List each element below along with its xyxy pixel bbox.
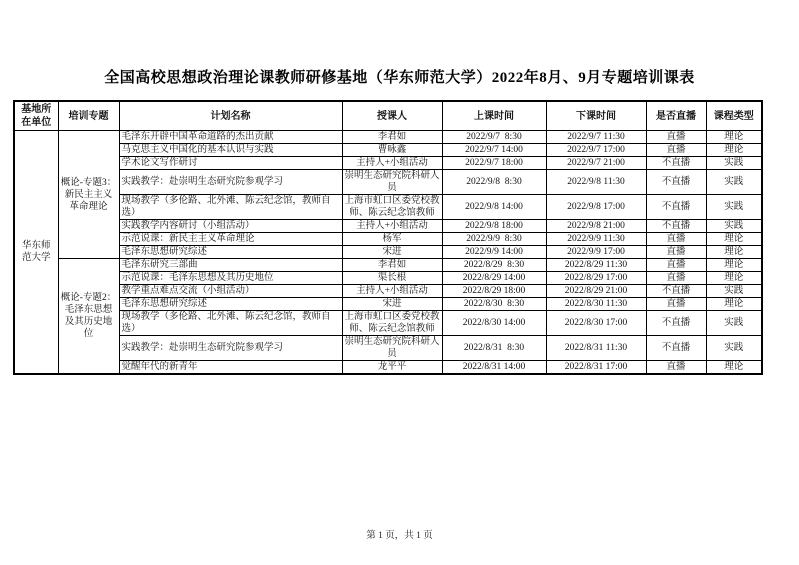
- instructor-cell: 崇明生态研究院科研人员: [342, 336, 442, 361]
- plan-cell: 觉醒年代的新青年: [119, 361, 342, 375]
- end-time-cell: 2022/9/8 11:30: [546, 170, 646, 195]
- end-time-cell: 2022/8/31 11:30: [546, 336, 646, 361]
- table-row: [14, 144, 762, 157]
- end-time-cell: 2022/8/29 21:00: [546, 285, 646, 298]
- type-cell: 理论: [706, 259, 762, 272]
- table-row: [14, 361, 762, 375]
- plan-cell: 实践教学：赴崇明生态研究院参观学习: [119, 170, 342, 195]
- table-row: [14, 220, 762, 233]
- end-time-cell: 2022/9/7 21:00: [546, 157, 646, 170]
- column-header-start-time: 上课时间: [442, 101, 546, 131]
- column-header-instructor: 授课人: [342, 101, 442, 131]
- type-cell: 理论: [706, 246, 762, 259]
- instructor-cell: 宋进: [342, 246, 442, 259]
- end-time-cell: 2022/9/8 17:00: [546, 195, 646, 220]
- end-time-cell: 2022/8/30 11:30: [546, 298, 646, 311]
- column-header-plan: 计划名称: [119, 101, 342, 131]
- type-cell: 理论: [706, 144, 762, 157]
- live-cell: 直播: [646, 131, 706, 144]
- end-time-cell: 2022/9/7 17:00: [546, 144, 646, 157]
- start-time-cell: 2022/8/29 8:30: [442, 259, 546, 272]
- instructor-cell: 上海市虹口区委党校教师、陈云纪念馆教师: [342, 195, 442, 220]
- start-time-cell: 2022/9/7 14:00: [442, 144, 546, 157]
- topic-cell: 概论-专题3：新民主主义革命理论: [58, 131, 119, 259]
- type-cell: 实践: [706, 157, 762, 170]
- instructor-cell: 龙平平: [342, 361, 442, 375]
- plan-cell: 毛泽东思想研究综述: [119, 298, 342, 311]
- live-cell: 直播: [646, 361, 706, 375]
- live-cell: 直播: [646, 233, 706, 246]
- schedule-table: [13, 100, 763, 375]
- type-cell: 理论: [706, 272, 762, 285]
- instructor-cell: 宋进: [342, 298, 442, 311]
- table-row: [14, 246, 762, 259]
- type-cell: 理论: [706, 131, 762, 144]
- table-row: [14, 195, 762, 220]
- end-time-cell: 2022/8/31 17:00: [546, 361, 646, 375]
- page-footer: 第 1 页，共 1 页: [366, 531, 433, 541]
- table-row: [14, 259, 762, 272]
- start-time-cell: 2022/9/7 18:00: [442, 157, 546, 170]
- page-title: 全国高校思想政治理论课教师研修基地（华东师范大学）2022年8月、9月专题培训课表: [104, 70, 695, 86]
- type-cell: 实践: [706, 220, 762, 233]
- instructor-cell: 曹咏鑫: [342, 144, 442, 157]
- column-header-end-time: 下课时间: [546, 101, 646, 131]
- plan-cell: 示范说课：毛泽东思想及其历史地位: [119, 272, 342, 285]
- table-row: [14, 170, 762, 195]
- table-row: [14, 336, 762, 361]
- table-row: [14, 272, 762, 285]
- column-header-live: 是否直播: [646, 101, 706, 131]
- live-cell: 不直播: [646, 157, 706, 170]
- type-cell: 理论: [706, 298, 762, 311]
- end-time-cell: 2022/9/9 17:00: [546, 246, 646, 259]
- live-cell: 直播: [646, 246, 706, 259]
- live-cell: 直播: [646, 144, 706, 157]
- plan-cell: 马克思主义中国化的基本认识与实践: [119, 144, 342, 157]
- plan-cell: 毛泽东研究三部曲: [119, 259, 342, 272]
- instructor-cell: 主持人+小组活动: [342, 285, 442, 298]
- table-row: [14, 131, 762, 144]
- live-cell: 不直播: [646, 220, 706, 233]
- instructor-cell: 崇明生态研究院科研人员: [342, 170, 442, 195]
- instructor-cell: 杨军: [342, 233, 442, 246]
- end-time-cell: 2022/8/29 17:00: [546, 272, 646, 285]
- instructor-cell: 上海市虹口区委党校教师、陈云纪念馆教师: [342, 311, 442, 336]
- start-time-cell: 2022/9/7 8:30: [442, 131, 546, 144]
- type-cell: 理论: [706, 233, 762, 246]
- plan-cell: 实践教学内容研讨（小组活动）: [119, 220, 342, 233]
- type-cell: 实践: [706, 336, 762, 361]
- table-row: [14, 298, 762, 311]
- end-time-cell: 2022/9/9 11:30: [546, 233, 646, 246]
- live-cell: 不直播: [646, 285, 706, 298]
- instructor-cell: 渠长根: [342, 272, 442, 285]
- type-cell: 实践: [706, 170, 762, 195]
- header-row: [14, 101, 762, 131]
- column-header-topic: 培训专题: [58, 101, 119, 131]
- start-time-cell: 2022/8/31 14:00: [442, 361, 546, 375]
- end-time-cell: 2022/8/30 17:00: [546, 311, 646, 336]
- column-header-course-type: 课程类型: [706, 101, 762, 131]
- instructor-cell: 李君如: [342, 259, 442, 272]
- base-unit-cell: 华东师范大学: [14, 131, 58, 375]
- plan-cell: 现场教学（多伦路、北外滩、陈云纪念馆，教师自选）: [119, 311, 342, 336]
- live-cell: 直播: [646, 259, 706, 272]
- end-time-cell: 2022/9/7 11:30: [546, 131, 646, 144]
- start-time-cell: 2022/8/30 14:00: [442, 311, 546, 336]
- type-cell: 实践: [706, 195, 762, 220]
- table-row: [14, 233, 762, 246]
- type-cell: 实践: [706, 285, 762, 298]
- instructor-cell: 主持人+小组活动: [342, 157, 442, 170]
- live-cell: 直播: [646, 272, 706, 285]
- plan-cell: 示范说课：新民主主义革命理论: [119, 233, 342, 246]
- end-time-cell: 2022/9/8 21:00: [546, 220, 646, 233]
- start-time-cell: 2022/9/9 8:30: [442, 233, 546, 246]
- start-time-cell: 2022/8/29 18:00: [442, 285, 546, 298]
- plan-cell: 教学重点难点交流（小组活动）: [119, 285, 342, 298]
- type-cell: 实践: [706, 311, 762, 336]
- live-cell: 直播: [646, 298, 706, 311]
- plan-cell: 毛泽东思想研究综述: [119, 246, 342, 259]
- instructor-cell: 李君如: [342, 131, 442, 144]
- live-cell: 不直播: [646, 311, 706, 336]
- start-time-cell: 2022/9/9 14:00: [442, 246, 546, 259]
- instructor-cell: 主持人+小组活动: [342, 220, 442, 233]
- start-time-cell: 2022/8/29 14:00: [442, 272, 546, 285]
- start-time-cell: 2022/9/8 14:00: [442, 195, 546, 220]
- schedule-table-body: [14, 131, 762, 375]
- table-row: [14, 311, 762, 336]
- end-time-cell: 2022/8/29 11:30: [546, 259, 646, 272]
- plan-cell: 学术论文写作研讨: [119, 157, 342, 170]
- column-header-base-unit: 基地所在单位: [14, 101, 58, 131]
- start-time-cell: 2022/8/31 8:30: [442, 336, 546, 361]
- live-cell: 不直播: [646, 170, 706, 195]
- live-cell: 不直播: [646, 195, 706, 220]
- start-time-cell: 2022/8/30 8:30: [442, 298, 546, 311]
- plan-cell: 现场教学（多伦路、北外滩、陈云纪念馆，教师自选）: [119, 195, 342, 220]
- topic-cell: 概论-专题2：毛泽东思想及其历史地位: [58, 259, 119, 375]
- plan-cell: 实践教学：赴崇明生态研究院参观学习: [119, 336, 342, 361]
- table-row: [14, 285, 762, 298]
- start-time-cell: 2022/9/8 18:00: [442, 220, 546, 233]
- live-cell: 不直播: [646, 336, 706, 361]
- type-cell: 理论: [706, 361, 762, 375]
- plan-cell: 毛泽东开辟中国革命道路的杰出贡献: [119, 131, 342, 144]
- table-row: [14, 157, 762, 170]
- start-time-cell: 2022/9/8 8:30: [442, 170, 546, 195]
